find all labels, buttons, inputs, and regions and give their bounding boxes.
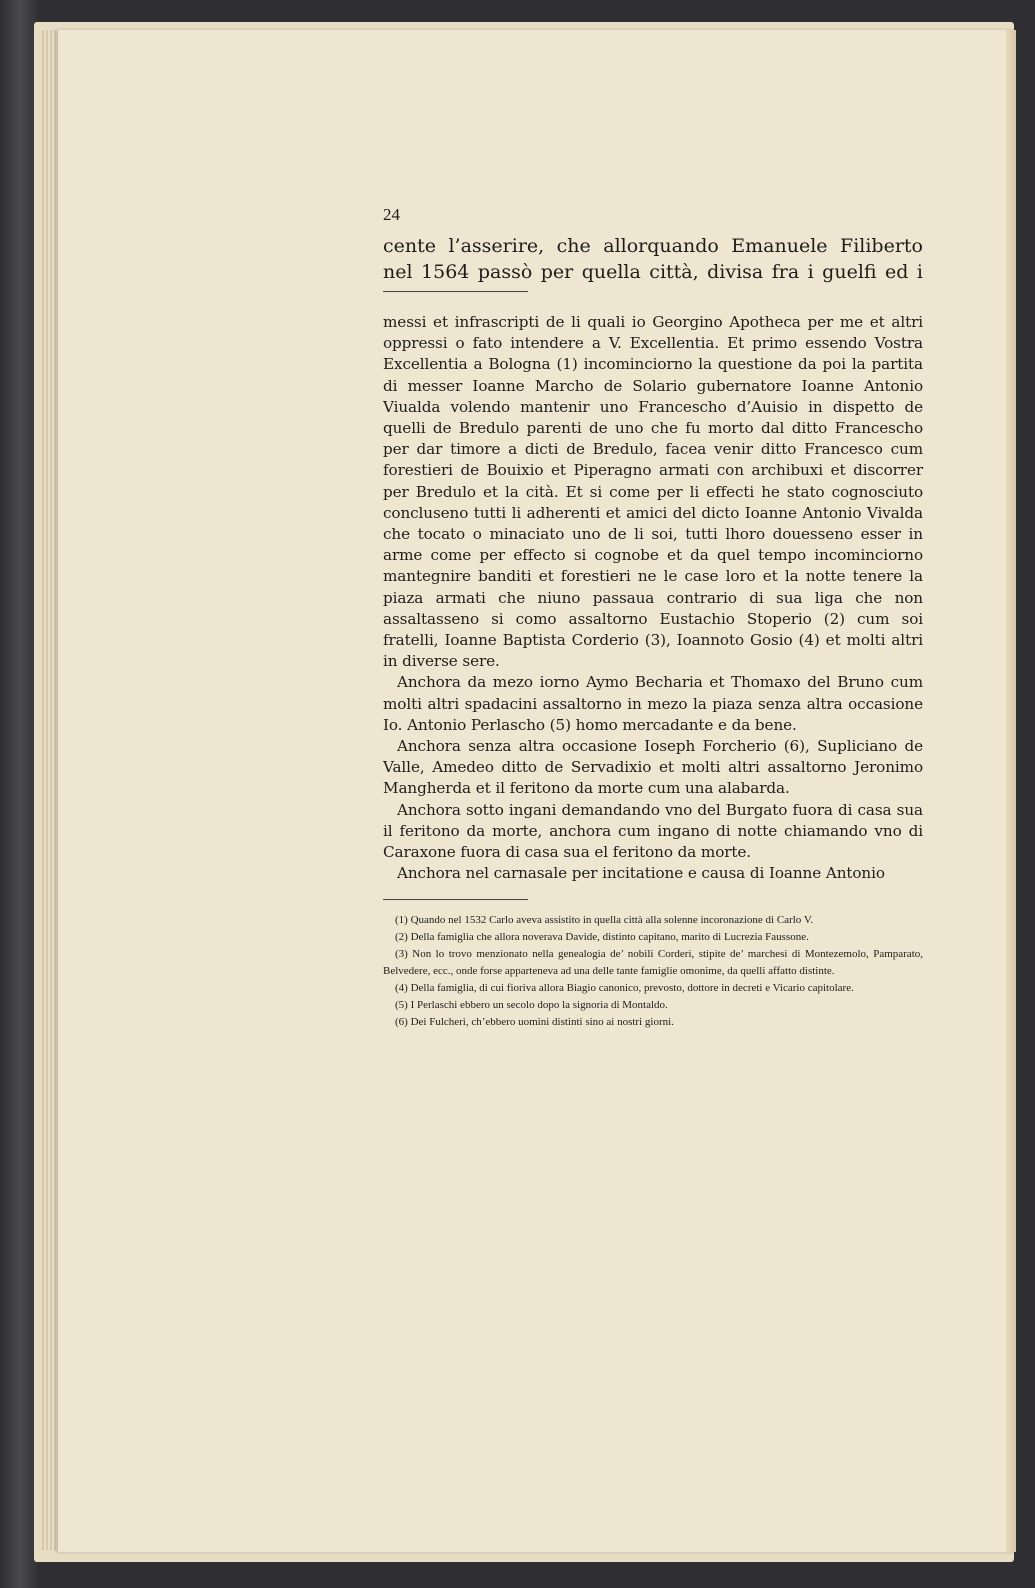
document-quotation [383,312,923,884]
footnote: (6) Dei Fulcheri, ch’ebbero uomini distinti sino ai nostri giorni. [395,1016,674,1029]
continued-line: cente l’asserire, che allorquando Emanuele Filiberto [383,235,923,257]
paragraph: Anchora nel carnasale per incitatione e causa di Ioanne Antonio [397,864,885,883]
page-number: 24 [383,205,400,224]
footnote: (5) I Perlaschi ebbero un secolo dopo la signoria di Montaldo. [395,999,668,1012]
paragraph: messi et infrascripti de li quali io Georgino Apotheca per me et altri oppressi o fato intendere a V. Excellentia. Et primo essendo Vostra Excellentia a Bologna (1) incominciorno la questione da poi la partita di messer Ioanne Marcho de Solario gubernatore Ioanne Antonio Viualda volendo mantenir uno Francescho d’Auisio in dispetto de quelli de Bredulo parenti de uno che fu morto dal ditto Francescho per dar timore a dicti de Bredulo, facea venir ditto Francesco cum forestieri de Bouixio et Piperagno armati con archibuxi et discorrer per Bredulo et la cità. Et si come per li effecti he stato cognosciuto concluseno tutti li adherenti et amici del dicto Ioanne Antonio Vivalda che tocato o minaciato uno de li soi, tutti lhoro douesseno esser in arme come per effecto si cognobe et da quel tempo incominciorno mantegnire banditi et forestieri ne le case loro et la notte tenere la piaza armati che niuno passaua contrario di sua liga che non assaltasseno si como assaltorno Eustachio Stoperio (2) cum soi fratelli, Ioanne Baptista Corderio (3), Ioannoto Gosio (4) et molti altri in diverse sere. [383,313,923,671]
section-rule [383,291,528,292]
footnotes [383,912,923,1031]
page-right-edge [1006,30,1016,1552]
footnote: (4) Della famiglia, di cui fioriva allora Biagio canonico, prevosto, dottore in decreti e Vicario capitolare. [395,982,854,995]
page-text-block [383,206,923,1031]
footnote-rule [383,899,528,900]
continued-text [383,233,923,285]
footnote: (1) Quando nel 1532 Carlo aveva assistito in quella città alla solenne incoronazione di Carlo V. [395,914,814,927]
paragraph: Anchora senza altra occasione Ioseph Forcherio (6), Supliciano de Valle, Amedeo ditto de Servadixio et molti altri assaltorno Jeronimo Mangherda et il feritono da morte cum una alabarda. [383,737,923,798]
footnote: (3) Non lo trovo menzionato nella genealogia de’ nobili Corderi, stipite de’ marchesi di Montezemolo, Pamparato, Belvedere, ecc., onde forse apparteneva ad una delle tante famiglie omonime, da quelli affatto distinte. [383,948,923,978]
footnote: (2) Della famiglia che allora noverava Davide, distinto capitano, marito di Lucrezia Faussone. [395,931,809,944]
paragraph: Anchora da mezo iorno Aymo Becharia et Thomaxo del Bruno cum molti altri spadacini assaltorno in mezo la piaza senza altra occasione Io. Antonio Perlascho (5) homo mercadante e da bene. [383,673,923,734]
continued-line: nel 1564 passò per quella città, divisa fra i guelfi ed i [383,261,923,283]
page-edge-stripes [42,30,58,1550]
paragraph: Anchora sotto ingani demandando vno del Burgato fuora di casa sua il feritono da morte, anchora cum ingano di notte chiamando vno di Caraxone fuora di casa sua el feritono da morte. [383,800,923,862]
